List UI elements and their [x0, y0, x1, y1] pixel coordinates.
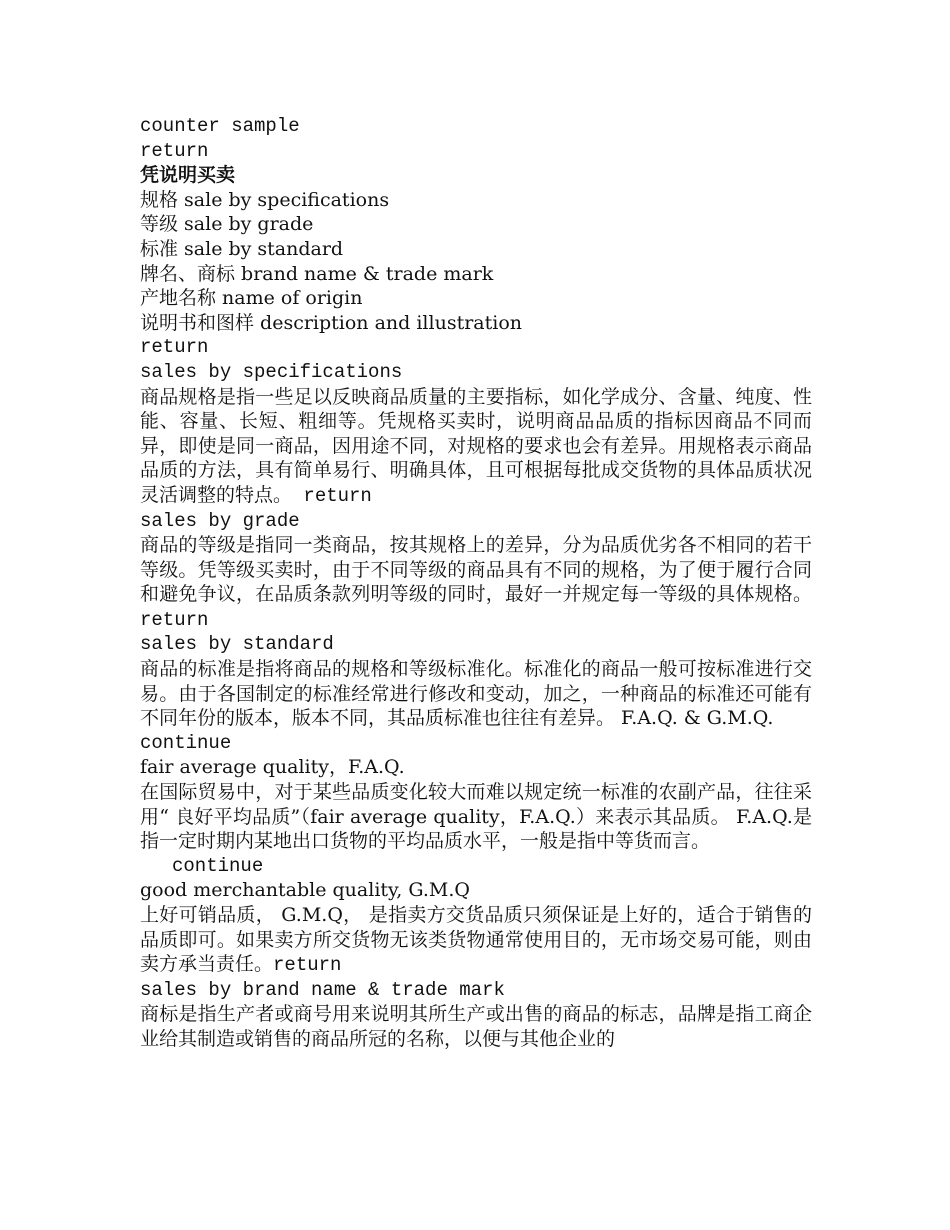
- paragraph-gmq: [140, 903, 812, 978]
- list-item-grade[interactable]: 等级 sale by grade: [140, 213, 314, 236]
- section-title-faq: fair average quality，F.A.Q.: [140, 756, 405, 779]
- paragraph-text: 商品的等级是指同一类商品，按其规格上的差异，分为品质优劣各不相同的若干等级。凭等级买卖时，由于不同等级的商品具有不同的规格，为了便于履行合同和避免争议，在品质条款列明等级的同时，最好一并规定每一等级的具体规格。: [140, 534, 812, 606]
- paragraph-grade: [140, 533, 812, 632]
- document-page: [140, 114, 812, 1052]
- continue-link[interactable]: continue: [140, 731, 232, 754]
- paragraph-faq: 在国际贸易中，对于某些品质变化较大而难以规定统一标准的农副产品，往往采用“ 良好平均品质”（fair average quality，F.A.Q.）来表示其品质。 F.A.Q.是指一定时期内某地出口货物的平均品质水平，一般是指中等货而言。: [140, 781, 812, 853]
- continue-link[interactable]: continue: [172, 854, 264, 877]
- paragraph-text: 上好可销品质， G.M.Q， 是指卖方交货品质只须保证是上好的，适合于销售的品质即可。如果卖方所交货物无该类货物通常使用目的，无市场交易可能，则由卖方承当责任。: [140, 904, 812, 976]
- paragraph-standard: [140, 657, 812, 731]
- list-item-standard[interactable]: 标准 sale by standard: [140, 237, 344, 260]
- section-title-gmq: good merchantable quality, G.M.Q: [140, 879, 470, 902]
- list-item-brand[interactable]: 牌名、商标 brand name & trade mark: [140, 262, 494, 285]
- return-link[interactable]: return: [140, 608, 209, 631]
- return-link[interactable]: return: [140, 336, 209, 359]
- paragraph-specifications: [140, 385, 812, 509]
- list-item-specifications[interactable]: 规格 sale by specifications: [140, 188, 390, 211]
- return-link[interactable]: return: [292, 484, 372, 507]
- list-item-illustration[interactable]: 说明书和图样 description and illustration: [140, 311, 523, 334]
- counter-sample-text: counter sample: [140, 115, 300, 137]
- return-link[interactable]: return: [273, 954, 342, 977]
- section-title-brand: sales by brand name & trade mark: [140, 978, 505, 1001]
- list-item-origin[interactable]: 产地名称 name of origin: [140, 287, 363, 310]
- section-title-standard: sales by standard: [140, 633, 334, 656]
- section-heading-description: 凭说明买卖: [140, 164, 236, 187]
- section-title-grade: sales by grade: [140, 509, 300, 532]
- paragraph-text: 商品规格是指一些足以反映商品质量的主要指标，如化学成分、含量、纯度、性能、容量、长短、粗细等。凭规格买卖时，说明商品品质的指标因商品不同而异，即使是同一商品，因用途不同，对规格的要求也会有差异。用规格表示商品品质的方法，具有简单易行、明确具体，且可根据每批成交货物的具体品质状况灵活调整的特点。: [140, 385, 812, 506]
- paragraph-brand: 商标是指生产者或商号用来说明其所生产或出售的商品的标志，品牌是指工商企业给其制造或销售的商品所冠的名称，以便与其他企业的: [140, 1003, 812, 1050]
- faq-gmq-link[interactable]: F.A.Q. & G.M.Q.: [615, 707, 774, 730]
- paragraph-text: 商品的标准是指将商品的规格和等级标准化。标准化的商品一般可按标准进行交易。由于各国制定的标准经常进行修改和变动，加之，一种商品的标准还可能有不同年份的版本，版本不同，其品质标准也往往有差异。: [140, 658, 812, 730]
- section-title-specifications: sales by specifications: [140, 360, 403, 383]
- return-link[interactable]: return: [140, 139, 209, 162]
